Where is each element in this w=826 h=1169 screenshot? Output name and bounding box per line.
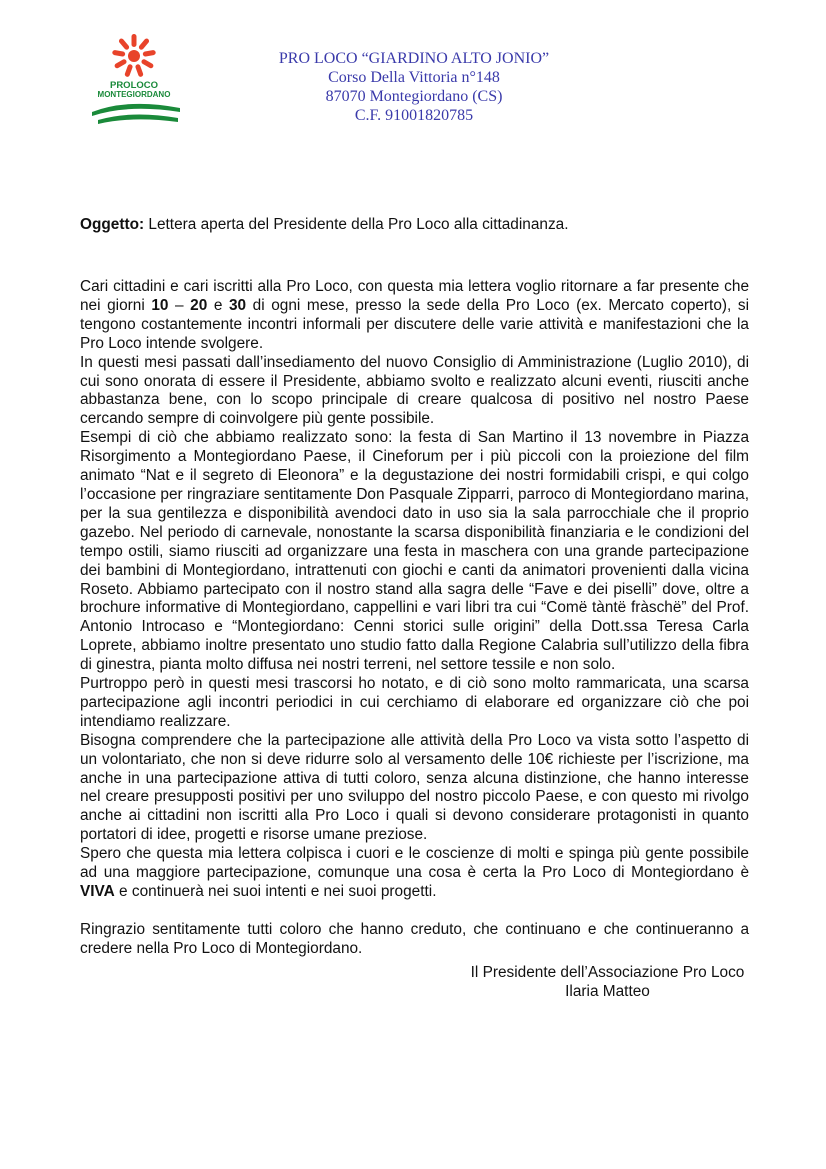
day-30: 30 xyxy=(228,296,247,314)
paragraph-4: Purtroppo però in questi mesi trascorsi ho notato, e di ciò sono molto rammaricata, una scarsa partecipazione agli incontri periodici in cui cerchiamo di elaborare ed organizzare ciò che poi intendiamo realizzare. xyxy=(80,675,749,730)
paragraph-1-text-a: Cari cittadini e cari iscritti alla Pro Loco, con questa mia lettera voglio ritornare a far presente che nei giorni xyxy=(80,278,749,314)
paragraph-7: Ringrazio sentitamente tutti coloro che hanno creduto, che continuano e che continueranno a credere nella Pro Loco di Montegiordano. xyxy=(80,920,749,957)
subject-label: Oggetto: xyxy=(80,216,145,233)
paragraph-1 xyxy=(80,278,749,354)
letterhead xyxy=(250,49,578,125)
paragraph-2: In questi mesi passati dall’insediamento del nuovo Consiglio di Amministrazione (Luglio 2010), di cui sono onorata di essere il Presidente, abbiamo svolto e realizzato alcuni eventi, riusciti anche abbastanza bene, con lo scopo principale di creare qualcosa di positivo nel nostro Paese cercando sempre di coinvolgere più gente possibile. xyxy=(80,353,749,428)
organization-address: Corso Della Vittoria n°148 xyxy=(328,69,500,86)
logo-wave-upper xyxy=(92,104,180,116)
logo-line2: MONTEGIORDANO xyxy=(97,90,171,99)
organization-name: PRO LOCO “GIARDINO ALTO JONIO” xyxy=(278,50,550,67)
paragraph-1-text-c: e xyxy=(207,296,229,314)
signature-name: Ilaria Matteo xyxy=(565,983,650,1000)
organization-tax-code: C.F. 91001820785 xyxy=(354,107,474,124)
paragraph-3: Esempi di ciò che abbiamo realizzato sono: la festa di San Martino il 13 novembre in Piazza Risorgimento a Montegiordano Paese, il Cineforum per i più piccoli con la proiezione del film animato “Nat e il segreto di Eleonora” e la degustazione dei nostri formidabili crispi, e qui colgo l’occasione per ringraziare sentitamente Don Pasquale Zipparri, parroco di Montegiordano marina, per la sua gentilezza e disponibilità avendoci dato in uso sia la sala parrocchiale che il proprio gazebo. Nel periodo di carnevale, nonostante la scarsa disponibilità finanziaria e le condizioni del tempo ostili, siamo riusciti ad organizzare una festa in maschera con una grande partecipazione dei bambini di Montegiordano, intrattenuti con giochi e canti da animatori provenienti dalla vicina Roseto. Abbiamo partecipato con il nostro stand alla sagra delle “Fave e dei piselli” dove, oltre a brochure informative di Montegiordano, cappellini e vari libri tra cui “Comë tàntë fràschë” del Prof. Antonio Introcaso e “Montegiordano: Cenni storici sulle origini” della Dott.ssa Teresa Carla Loprete, abbiamo inoltre presentato uno studio fatto dalla Regione Calabria sull’utilizzo della fibra di ginestra, pianta molto diffusa nei nostri terreni, nel settore tessile e non solo. xyxy=(80,429,749,674)
signature-block xyxy=(440,963,775,1001)
letter-body xyxy=(80,278,749,959)
organization-city: 87070 Montegiordano (CS) xyxy=(325,88,503,105)
logo-wave-lower xyxy=(98,114,178,124)
day-20: 20 xyxy=(190,296,208,314)
logo-line1: PROLOCO xyxy=(109,80,159,91)
paragraph-1-text-d: di ogni mese, presso la sede della Pro Loco (ex. Mercato coperto), si tengono costantemente incontri informali per discutere delle varie attività e manifestazioni che la Pro Loco intende svolgere. xyxy=(80,296,749,352)
signature-title: Il Presidente dell’Associazione Pro Loco xyxy=(470,964,745,981)
paragraph-6 xyxy=(80,845,749,902)
paragraph-6-text-b: e continuerà nei suoi intenti e nei suoi progetti. xyxy=(114,883,437,900)
paragraph-6-text-a: Spero che questa mia lettera colpisca i cuori e le coscienze di molti e spinga più gente possibile ad una maggiore partecipazione, comunque una cosa è certa la Pro Loco di Montegiordano è xyxy=(80,845,749,882)
sun-icon xyxy=(88,32,184,128)
subject-line xyxy=(80,215,569,234)
paragraph-5: Bisogna comprendere che la partecipazione alle attività della Pro Loco va vista sotto l’aspetto di un volontariato, che non si deve ridurre solo al versamento delle 10€ richieste per l’iscrizione, ma anche in una partecipazione attiva di tutti coloro, senza alcuna distinzione, che hanno interesse nel creare presupposti positivi per uno sviluppo del nostro piccolo Paese, e con questo mi rivolgo anche ai cittadini non iscritti alla Pro Loco i quali si devono considerare protagonisti in quanto portatori di idee, progetti e risorse umane preziose. xyxy=(80,731,749,844)
paragraph-1-text-b: – xyxy=(168,296,191,314)
viva-emphasis: VIVA xyxy=(80,883,115,900)
subject-text: Lettera aperta del Presidente della Pro Loco alla cittadinanza. xyxy=(144,216,569,233)
pro-loco-logo xyxy=(88,32,184,128)
day-10: 10 xyxy=(151,296,169,314)
